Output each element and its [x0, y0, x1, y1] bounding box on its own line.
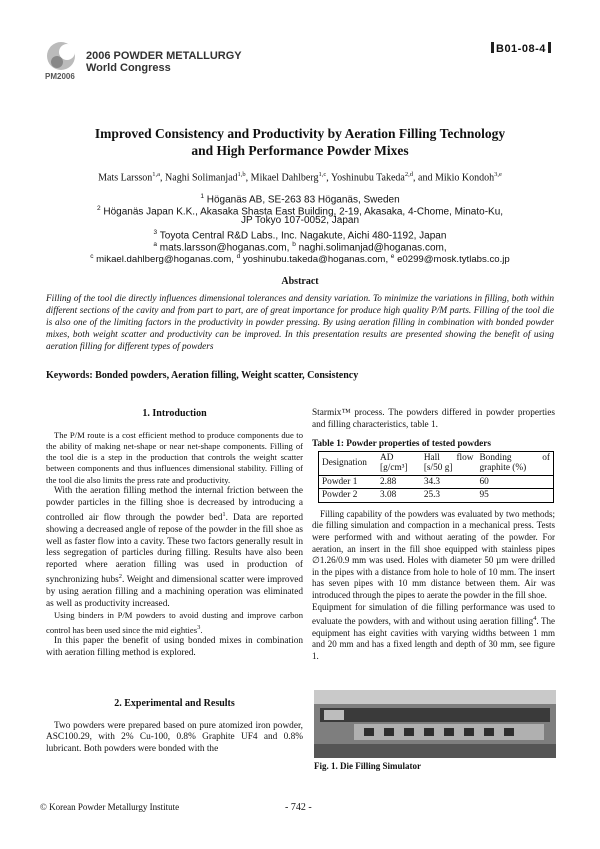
table-cell: Powder 1 [319, 475, 378, 489]
paper-code [489, 42, 553, 55]
affiliation-2: $^2$ Höganäs Japan K.K., Akasaka Shasta East Building, 2-19, Akasaka, 4-Chome, Minato-Ku, [96, 205, 504, 218]
page-number: - 742 - [285, 802, 312, 813]
conference-name: 2006 POWDER METALLURGY [86, 50, 242, 62]
table-caption: Table 1: Powder properties of tested powders [312, 439, 492, 450]
logo-text: PM2006 [45, 72, 75, 81]
conference-subtitle: World Congress [86, 62, 171, 74]
right-column [312, 408, 555, 663]
table-cell: 95 [476, 489, 553, 503]
paper-title-line2: and High Performance Powder Mixes [191, 143, 409, 158]
table-cell: 3.08 [380, 490, 397, 501]
author-list: Mats Larsson$^{1,a}$, Naghi Solimanjad$^{1,b}$, Mikael Dahlberg$^{1,c}$, Yoshinubu Takeda$^{2,d}$, and Mikio Kondoh$^{3,e}$ [98, 171, 502, 184]
abstract-text: Filling of the tool die directly influences dimensional tolerances and density variation. To minimize the variations in filling, both within different sections of the cavity and from part to part, are of great importance for produce high quality P/M parts. Filling of the tool die is also one of the limiting factors in the productivity in powder pressing. By using aeration filling in combination with bonded powder mixes, both weight scatter and productivity can be improved. In this presentation results are presented showing the benefit of using aeration filling for different types of powders [46, 294, 554, 352]
die-filling-simulator-image [314, 690, 556, 758]
keywords: Keywords: Bonded powders, Aeration filling, Weight scatter, Consistency [46, 370, 359, 381]
table-header-cell: AD [g/cm³] [380, 452, 408, 474]
table-cell: 60 [476, 475, 553, 489]
filling-paragraph: Filling capability of the powders was evaluated by two methods; die filling simulation and compaction in a mechanical press. Tests were performed with and without aerating of the powder. For aeration, an insert in the fill shoe equipped with stainless pipes ∅1.26/0.9 mm was used. Holes with diameter 50 µm were drilled in the pipes with a distance from hole to hole of 10 mm. The insert has seven pipes with 10 mm distance between them. Air was introduced through the pipes to aerate the powder in the fill shoe. [312, 508, 555, 600]
table-header-row [319, 451, 554, 475]
simulation-paragraph: Equipment for simulation of die filling performance was used to evaluate the powders, with and without using aeration filling$^4$. The equipment has eight cavities with varying widths between 1 mm and 20 mm and has a fixed length and depth of 30 mm, see figure 1. [312, 601, 555, 661]
table-header-cell: Hall flow [s/50 g] [423, 452, 474, 474]
email-line-1: $^a$ mats.larsson@hoganas.com, $^b$ naghi.solimanjad@hoganas.com, [153, 241, 447, 254]
table-cell: 2.88 [380, 476, 397, 487]
table-header-cell: Designation [319, 451, 378, 475]
section-1-heading: 1. Introduction [142, 408, 207, 419]
left-column [46, 408, 303, 659]
intro-paragraph-3: Using binders in P/M powders to avoid dusting and improve carbon control has been used since the mid eighties$^3$. [46, 610, 303, 635]
table-header-cell: Bonding of graphite (%) [476, 451, 553, 475]
email-line-2: $^c$ mikael.dahlberg@hoganas.com, $^d$ yoshinubu.takeda@hoganas.com, $^e$ e0299@mosk.tytlabs.co.jp [90, 253, 510, 266]
simulator-photo-icon [314, 690, 556, 758]
copyright: © Korean Powder Metallurgy Institute [40, 802, 180, 812]
intro-paragraph-4: In this paper the benefit of using bonded mixes in combination with aeration filling method is explored. [46, 636, 303, 658]
paper-title-line1: Improved Consistency and Productivity by Aeration Filling Technology [94, 126, 506, 141]
paper-code-text: B01-08-4 [496, 43, 546, 55]
table-row [319, 475, 554, 489]
table-row [319, 489, 554, 503]
table-cell: 34.3 [423, 476, 441, 487]
pm2006-logo-icon [43, 40, 79, 76]
affiliation-2-cont: JP Tokyo 107-0052, Japan [240, 215, 360, 226]
powder-properties-table [318, 451, 554, 503]
intro-paragraph-1: The P/M route is a cost efficient method to produce components due to the ability of making net-shape or near net-shape components. Filling of the tool die is a step in the production that controls the weight scatter between components and thus influences dimensional stability. Filling of the tool die also limits the press rate and productivity. [46, 429, 303, 485]
affiliation-1: $^1$ Höganäs AB, SE-263 83 Höganäs, Sweden [200, 193, 400, 206]
section-2-heading: 2. Experimental and Results [114, 698, 235, 709]
section-2 [46, 698, 303, 755]
figure-caption: Fig. 1. Die Filling Simulator [314, 761, 421, 771]
intro-paragraph-2: With the aeration filling method the internal friction between the powder particles in the filling shoe is decreased by introducing a controlled air flow through the powder bed$^1$. Data are reported showing a decreased angle of repose of the powder in the fill shoe as well as faster flow into a cavity. These two factors generally result in less segregation of particles during filling. Results have also been reported where aeration filling was used in production of synchronizing hubs$^2$. Weight and dimensional scatter were improved by using aeration filling and a machining operation was eliminated as well as productivity increased. [46, 486, 303, 609]
table-cell: 25.3 [423, 490, 441, 501]
table-cell: Powder 2 [319, 489, 378, 503]
abstract-heading: Abstract [281, 276, 319, 287]
experimental-paragraph-1: Two powders were prepared based on pure atomized iron powder, ASC100.29, with 2% Cu-100, 0.8% Graphite UF4 and 0.8% lubricant. Both powders were bonded with the [46, 720, 303, 754]
affiliation-3: $^3$ Toyota Central R&D Labs., Inc. Nagakute, Aichi 480-1192, Japan [153, 229, 447, 242]
starmix-paragraph: Starmix™ process. The powders differed in powder properties and filling characteristics, table 1. [312, 408, 555, 430]
